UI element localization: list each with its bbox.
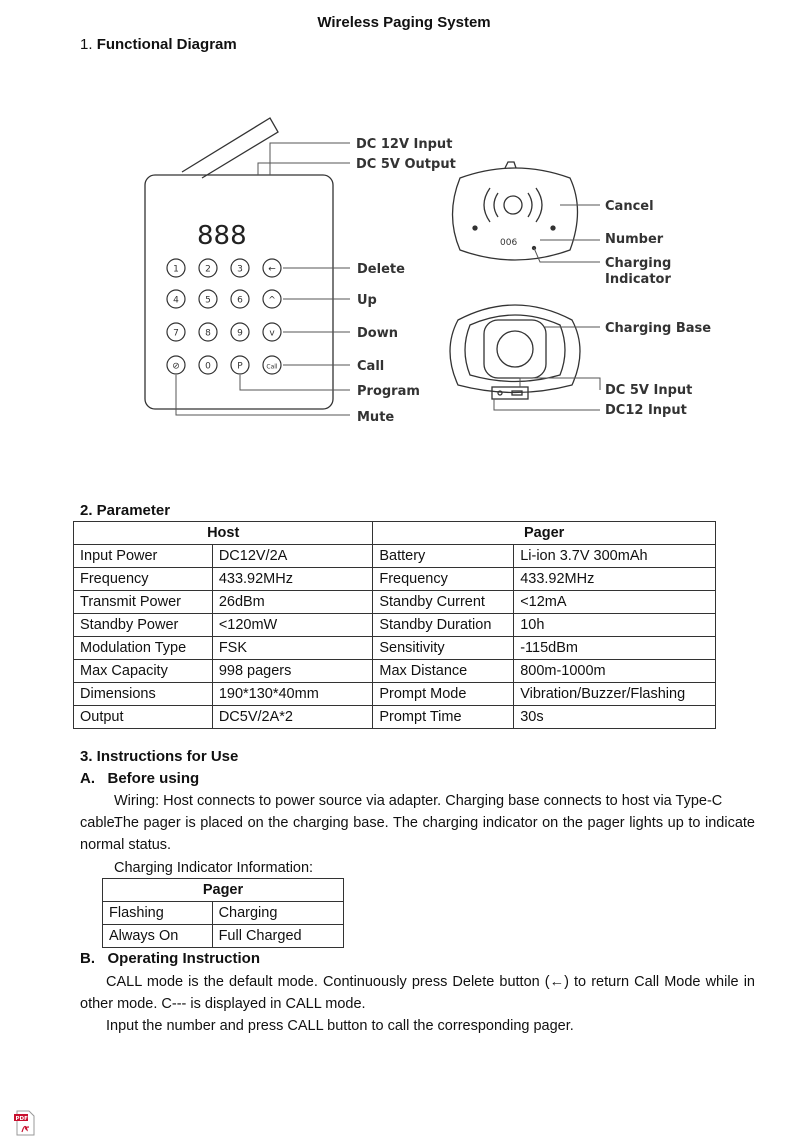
subsection-b-heading: B. Operating Instruction [80, 950, 261, 967]
parameter-cell: 433.92MHz [514, 568, 716, 591]
host-key-label: 3 [237, 264, 243, 275]
host-key-label: 4 [173, 295, 179, 306]
parameter-cell: Input Power [74, 545, 213, 568]
host-key-label: 1 [173, 264, 179, 275]
label-dc5v-input: DC 5V Input [605, 383, 693, 398]
pager-number-display: 006 [500, 238, 518, 248]
host-display: 888 [197, 221, 247, 251]
host-key-label: 2 [205, 264, 211, 275]
parameter-cell: 190*130*40mm [212, 683, 373, 706]
label-charging-indicator-line1: Charging [605, 256, 672, 271]
parameter-row [74, 568, 716, 591]
parameter-row [74, 614, 716, 637]
parameter-cell: Li-ion 3.7V 300mAh [514, 545, 716, 568]
paragraph-charging-base: The pager is placed on the charging base. The charging indicator on the pager lights up to indicate normal status. [80, 815, 755, 853]
parameter-cell: Prompt Mode [373, 683, 514, 706]
parameter-cell: Standby Current [373, 591, 514, 614]
label-charging-indicator-line2: Indicator [605, 272, 671, 287]
label-dc5v-output: DC 5V Output [356, 157, 456, 172]
section-3-heading: 3. Instructions for Use [80, 748, 239, 765]
parameter-cell: 10h [514, 614, 716, 637]
parameter-cell: Sensitivity [373, 637, 514, 660]
host-key-label: 5 [205, 295, 211, 306]
label-number: Number [605, 232, 664, 247]
parameter-cell: FSK [212, 637, 373, 660]
indicator-cell: Charging [212, 902, 343, 925]
parameter-cell: -115dBm [514, 637, 716, 660]
pdf-icon [14, 1110, 36, 1136]
label-mute: Mute [357, 410, 395, 425]
host-key-label: 8 [205, 328, 211, 339]
host-key-label: ⊘ [172, 361, 180, 372]
section-1-label: Functional Diagram [96, 36, 237, 53]
parameter-row [74, 660, 716, 683]
parameter-row [74, 637, 716, 660]
parameter-row [74, 683, 716, 706]
label-dc12v-input: DC 12V Input [356, 137, 453, 152]
parameter-cell: <12mA [514, 591, 716, 614]
host-key-label: 6 [237, 295, 243, 306]
pdf-icon-text: PDF [15, 1116, 28, 1122]
parameter-row [74, 545, 716, 568]
parameter-cell: DC12V/2A [212, 545, 373, 568]
charging-base [450, 305, 580, 399]
host-key-label: Call [266, 363, 278, 371]
parameter-cell: Standby Duration [373, 614, 514, 637]
parameter-cell: Frequency [74, 568, 213, 591]
parameter-cell: 30s [514, 706, 716, 729]
parameter-row [74, 591, 716, 614]
host-leader-lines [176, 143, 350, 415]
parameter-cell: Modulation Type [74, 637, 213, 660]
section-2-heading: 2. Parameter [80, 502, 171, 519]
label-cancel: Cancel [605, 199, 654, 214]
parameter-cell: Prompt Time [373, 706, 514, 729]
indicator-row [103, 925, 344, 948]
parameter-cell: Frequency [373, 568, 514, 591]
label-program: Program [357, 384, 420, 399]
parameter-cell: Transmit Power [74, 591, 213, 614]
paragraph-wiring: Wiring: Host connects to power source via adapter. Charging base connects to host via Type-C cable. [80, 793, 723, 831]
host-key-label: ← [268, 264, 276, 275]
subsection-a-heading: A. Before using [80, 770, 200, 787]
paragraph-call-mode: CALL mode is the default mode. Continuously press Delete button (←) to return Call Mode while in other mode. C--- is displayed in CALL mode. [80, 974, 755, 1012]
indicator-cell: Always On [103, 925, 213, 948]
host-antenna [182, 118, 278, 178]
paragraph-indicator-info: Charging Indicator Information: [114, 860, 314, 876]
parameter-cell: <120mW [212, 614, 373, 637]
indicator-cell: Flashing [103, 902, 213, 925]
host-key-label: ^ [268, 295, 276, 306]
host-key-label: 9 [237, 328, 243, 339]
page-title: Wireless Paging System [317, 14, 491, 31]
parameter-cell: 26dBm [212, 591, 373, 614]
header-pager: Pager [373, 522, 716, 545]
parameter-cell: Max Capacity [74, 660, 213, 683]
parameter-row [74, 706, 716, 729]
parameter-cell: Standby Power [74, 614, 213, 637]
host-key-label: v [269, 328, 275, 339]
parameter-cell: Battery [373, 545, 514, 568]
indicator-cell: Full Charged [212, 925, 343, 948]
paragraph-input-number: Input the number and press CALL button to call the corresponding pager. [106, 1018, 574, 1034]
label-charging-base: Charging Base [605, 321, 712, 336]
label-down: Down [357, 326, 398, 341]
parameter-cell: Vibration/Buzzer/Flashing [514, 683, 716, 706]
indicator-table [102, 878, 344, 948]
functional-diagram [0, 0, 808, 480]
label-delete: Delete [357, 262, 405, 277]
parameter-header-row [74, 522, 716, 545]
host-keypad [167, 259, 281, 374]
header-host: Host [74, 522, 373, 545]
parameter-cell: Output [74, 706, 213, 729]
host-key-label: 7 [173, 328, 179, 339]
indicator-header: Pager [103, 879, 344, 902]
parameter-cell: Max Distance [373, 660, 514, 683]
parameter-cell: 998 pagers [212, 660, 373, 683]
label-dc12-input: DC12 Input [605, 403, 687, 418]
section-1-number: 1. [80, 36, 97, 53]
label-up: Up [357, 293, 377, 308]
label-call: Call [357, 359, 385, 374]
parameter-cell: 800m-1000m [514, 660, 716, 683]
indicator-row [103, 902, 344, 925]
parameter-cell: DC5V/2A*2 [212, 706, 373, 729]
host-key-label: 0 [205, 361, 211, 372]
pager-leader-lines [494, 205, 600, 410]
parameter-table [73, 521, 716, 729]
host-key-label: P [237, 361, 243, 372]
parameter-cell: Dimensions [74, 683, 213, 706]
parameter-cell: 433.92MHz [212, 568, 373, 591]
